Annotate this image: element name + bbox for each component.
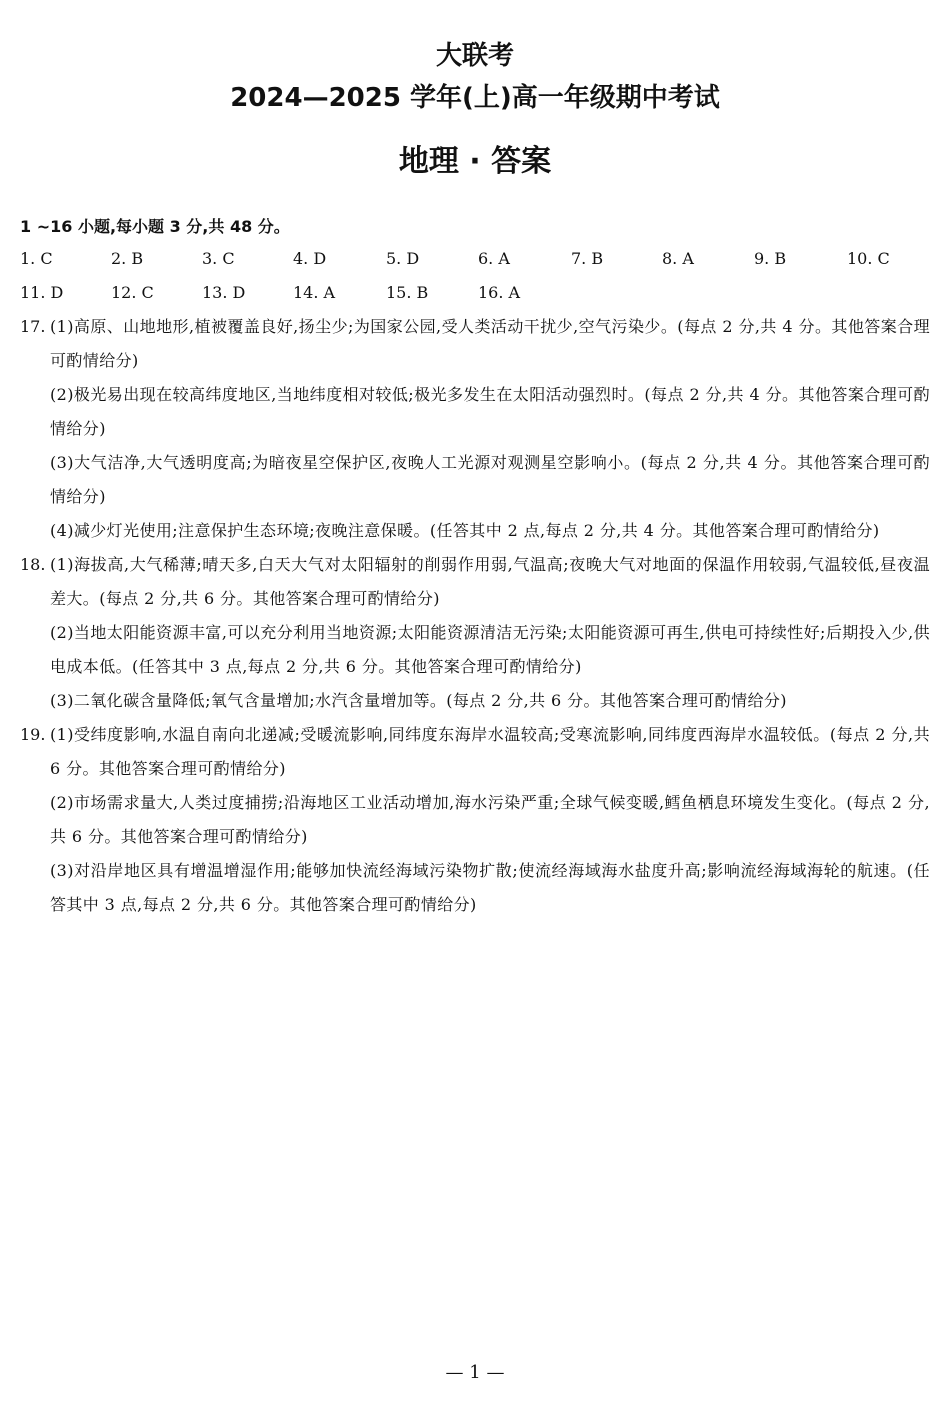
question-17 bbox=[20, 310, 930, 548]
question-18 bbox=[20, 548, 930, 718]
mc-answer: 1. C bbox=[20, 249, 53, 268]
mc-answer: 8. A bbox=[662, 249, 694, 268]
subject-title: 地理 · 答案 bbox=[398, 144, 552, 179]
question-number: 18. bbox=[20, 555, 46, 574]
answer-part: (2)极光易出现在较高纬度地区,当地纬度相对较低;极光多发生在太阳活动强烈时。(每点 2 分,共 4 分。其他答案合理可酌情给分) bbox=[50, 385, 930, 438]
page-number: — 1 — bbox=[445, 1362, 505, 1383]
answer-part: (3)二氧化碳含量降低;氧气含量增加;水汽含量增加等。(每点 2 分,共 6 分。其他答案合理可酌情给分) bbox=[50, 691, 787, 710]
answer-part: (4)减少灯光使用;注意保护生态环境;夜晚注意保暖。(任答其中 2 点,每点 2 分,共 4 分。其他答案合理可酌情给分) bbox=[50, 521, 880, 540]
exam-union-title: 大联考 bbox=[435, 41, 514, 71]
question-number: 19. bbox=[20, 725, 46, 744]
mc-answer: 11. D bbox=[20, 283, 64, 302]
answer-part: (1)高原、山地地形,植被覆盖良好,扬尘少;为国家公园,受人类活动干扰少,空气污染少。(每点 2 分,共 4 分。其他答案合理可酌情给分) bbox=[50, 317, 930, 370]
mc-answer: 9. B bbox=[754, 249, 787, 268]
mc-answer-row-1 bbox=[20, 242, 930, 276]
mc-answer: 13. D bbox=[202, 283, 246, 302]
mc-answer: 3. C bbox=[202, 249, 235, 268]
mc-section-heading: 1 ~16 小题,每小题 3 分,共 48 分。 bbox=[20, 217, 290, 236]
mc-answer: 16. A bbox=[478, 283, 521, 302]
answer-part: (2)当地太阳能资源丰富,可以充分利用当地资源;太阳能资源清洁无污染;太阳能资源可再生,供电可持续性好;后期投入少,供电成本低。(任答其中 3 点,每点 2 分,共 6 分。其他答案合理可酌情给分) bbox=[50, 623, 930, 676]
answer-part: (3)对沿岸地区具有增温增湿作用;能够加快流经海域污染物扩散;使流经海域海水盐度升高;影响流经海域海轮的航速。(任答其中 3 点,每点 2 分,共 6 分。其他答案合理可酌情给分) bbox=[50, 861, 930, 914]
mc-answer: 5. D bbox=[386, 249, 420, 268]
mc-answer: 10. C bbox=[847, 249, 890, 268]
question-19 bbox=[20, 718, 930, 922]
mc-answer: 4. D bbox=[293, 249, 327, 268]
mc-section-title bbox=[20, 212, 930, 242]
mc-answer: 6. A bbox=[478, 249, 510, 268]
answer-part: (2)市场需求量大,人类过度捕捞;沿海地区工业活动增加,海水污染严重;全球气候变暖,鳕鱼栖息环境发生变化。(每点 2 分,共 6 分。其他答案合理可酌情给分) bbox=[50, 793, 930, 846]
mc-answer: 7. B bbox=[571, 249, 604, 268]
mc-answer: 14. A bbox=[293, 283, 336, 302]
answer-part: (1)受纬度影响,水温自南向北递减;受暖流影响,同纬度东海岸水温较高;受寒流影响,同纬度西海岸水温较低。(每点 2 分,共 6 分。其他答案合理可酌情给分) bbox=[50, 725, 930, 778]
answer-part: (1)海拔高,大气稀薄;晴天多,白天大气对太阳辐射的削弱作用弱,气温高;夜晚大气对地面的保温作用较弱,气温较低,昼夜温差大。(每点 2 分,共 6 分。其他答案合理可酌情给分) bbox=[50, 555, 930, 608]
question-number: 17. bbox=[20, 317, 46, 336]
mc-answer: 15. B bbox=[386, 283, 429, 302]
mc-answer: 2. B bbox=[111, 249, 144, 268]
mc-answer-row-2 bbox=[20, 276, 930, 310]
answer-part: (3)大气洁净,大气透明度高;为暗夜星空保护区,夜晚人工光源对观测星空影响小。(每点 2 分,共 4 分。其他答案合理可酌情给分) bbox=[50, 453, 930, 506]
mc-answer: 12. C bbox=[111, 283, 154, 302]
exam-title: 2024—2025 学年(上)高一年级期中考试 bbox=[230, 83, 720, 113]
answer-content bbox=[20, 212, 930, 922]
